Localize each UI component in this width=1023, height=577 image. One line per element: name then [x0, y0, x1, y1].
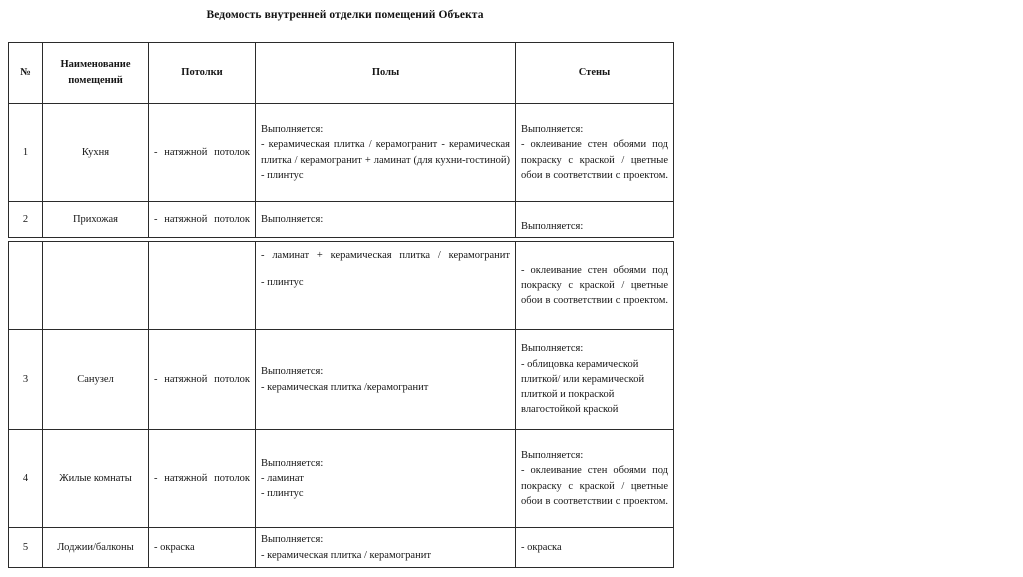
floors-detail-2: - плинтус: [261, 169, 304, 181]
floors-spec: [256, 242, 516, 330]
floors-intro: Выполняется:: [261, 213, 324, 225]
room-name: Кухня: [43, 104, 149, 202]
table-header-row: [9, 43, 674, 104]
floors-detail-1: - керамическая плитка /керамогранит: [261, 381, 429, 393]
floors-spacer: [261, 263, 510, 275]
walls-intro: Выполняется:: [521, 343, 584, 355]
row-number: [9, 242, 43, 330]
finishing-schedule-table-part2: [8, 241, 674, 568]
walls-spec: [516, 104, 674, 202]
row-number: 4: [9, 430, 43, 528]
floors-spec: [256, 330, 516, 430]
header-cell-ceilings: Потолки: [149, 43, 256, 104]
floors-intro: Выполняется:: [261, 534, 324, 546]
floors-spec: [256, 104, 516, 202]
floors-detail-2: - плинтус: [261, 488, 304, 500]
row-number: 1: [9, 104, 43, 202]
walls-intro: Выполняется:: [521, 450, 584, 462]
walls-intro: Выполняется:: [521, 220, 584, 232]
room-name: Прихожая: [43, 202, 149, 238]
floors-detail-1: - ламинат: [261, 472, 304, 484]
floors-detail-1: - ламинат + керамическая плитка / керамогранит: [261, 250, 510, 261]
row-number: 5: [9, 528, 43, 568]
header-cell-num: №: [9, 43, 43, 104]
walls-detail: - оклеивание стен обоями под покраску с краской / цветные обои в соответствии с проектом.: [521, 465, 668, 507]
room-name: Лоджии/балконы: [43, 528, 149, 568]
ceilings-spec: [149, 242, 256, 330]
room-name: Жилые комнаты: [43, 430, 149, 528]
walls-intro: Выполняется:: [521, 124, 584, 136]
walls-detail: - оклеивание стен обоями под покраску с краской / цветные обои в соответствии с проектом.: [521, 264, 668, 307]
table-row: [9, 330, 674, 430]
table-row: [9, 242, 674, 330]
walls-spec: [516, 330, 674, 430]
walls-spec: [516, 430, 674, 528]
walls-spec: [516, 242, 674, 330]
page-title: Ведомость внутренней отделки помещений Объекта: [206, 9, 484, 21]
room-name: [43, 242, 149, 330]
table-row: [9, 104, 674, 202]
walls-detail: - оклеивание стен обоями под покраску с краской / цветные обои в соответствии с проектом.: [521, 139, 668, 181]
table-row: [9, 528, 674, 568]
table-row: [9, 430, 674, 528]
floors-spec: [256, 430, 516, 528]
ceilings-spec: - натяжной потолок: [149, 330, 256, 430]
walls-spec: [516, 528, 674, 568]
ceilings-spec: - натяжной потолок: [149, 430, 256, 528]
floors-spec: [256, 528, 516, 568]
floors-intro: Выполняется:: [261, 366, 324, 378]
ceilings-spec: - окраска: [149, 528, 256, 568]
floors-spec: [256, 202, 516, 238]
row-number: 2: [9, 202, 43, 238]
floors-detail-1: - керамическая плитка / керамогранит: [261, 549, 431, 561]
header-cell-floors: Полы: [256, 43, 516, 104]
walls-spec: [516, 202, 674, 238]
floors-detail-1: - керамическая плитка / керамогранит - керамическая плитка / керамогранит + ламинат (для кухни-гостиной): [261, 139, 510, 166]
room-name: Санузел: [43, 330, 149, 430]
floors-intro: Выполняется:: [261, 124, 324, 136]
ceilings-spec: - натяжной потолок: [149, 202, 256, 238]
ceilings-spec: - натяжной потолок: [149, 104, 256, 202]
table-row: [9, 202, 674, 238]
walls-detail: - облицовка керамической плиткой/ или керамической плиткой и покраской влагостойкой краской: [521, 358, 645, 416]
header-cell-name: Наименование помещений: [43, 43, 149, 104]
row-number: 3: [9, 330, 43, 430]
finishing-schedule-table-part1: [8, 42, 674, 238]
walls-intro: - окраска: [521, 541, 562, 553]
floors-intro: Выполняется:: [261, 457, 324, 469]
floors-detail-2: - плинтус: [261, 277, 304, 289]
header-cell-walls: Стены: [516, 43, 674, 104]
